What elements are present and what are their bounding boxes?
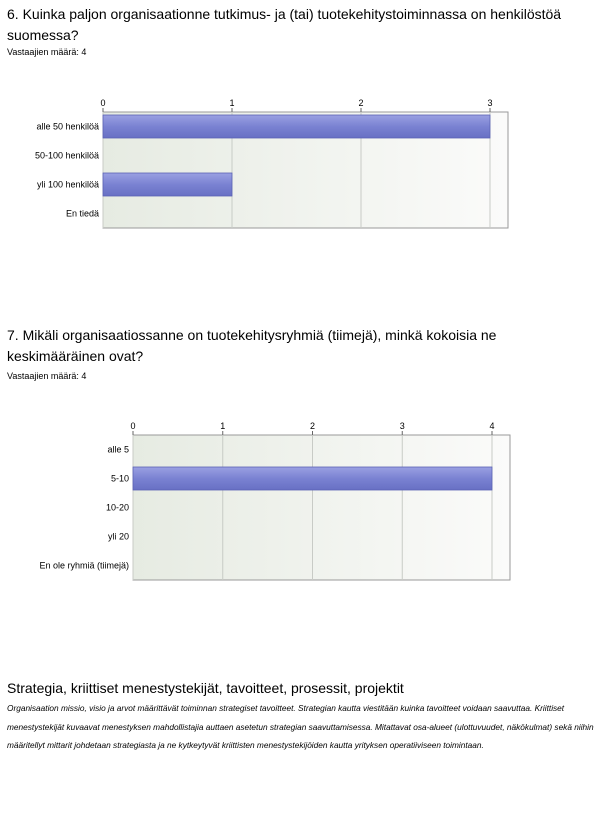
x-tick-label: 0: [130, 421, 136, 431]
x-tick-label: 3: [399, 421, 405, 431]
x-tick-label: 3: [487, 98, 493, 108]
section-description: Organisaation missio, visio ja arvot määrittävät toiminnan strategiset tavoitteet. Strategian kautta viestitään kuinka tavoitteet voidaan saavuttaa. Kriittiset menestystekijät kuvaavat menestyksen mahdollistajia auttaen asetetun strategian saavuttamisessa. Mitattavat osa-alueet (ulottuvuudet, näkökulmat) sekä niihin määritellyt mittarit johdetaan strategiasta ja ne kytkeytyvät kriittisten menestystekijöiden kautta yrityksen operatiiviseen toimintaan.: [7, 703, 594, 751]
question-6-respondent-count: Vastaajien määrä: 4: [7, 47, 87, 57]
category-label: En ole ryhmiä (tiimejä): [39, 560, 129, 571]
question-6-title: 6. Kuinka paljon organisaationne tutkimus- ja (tai) tuotekehitystoiminnassa on henkilöstöä suomessa?: [7, 6, 562, 43]
x-tick-label: 4: [489, 421, 495, 431]
bar: [133, 467, 492, 490]
category-label: 50-100 henkilöä: [34, 150, 99, 161]
x-tick-label: 2: [358, 98, 364, 108]
x-tick-label: 1: [220, 421, 226, 431]
question-6-bar-chart: [0, 90, 605, 240]
category-label: alle 50 henkilöä: [36, 121, 99, 132]
x-tick-label: 2: [309, 421, 316, 431]
category-label: yli 20: [107, 531, 129, 542]
category-label: 10-20: [105, 502, 129, 513]
question-7-bar-chart: [0, 415, 605, 590]
category-label: En tiedä: [65, 208, 99, 219]
category-label: alle 5: [107, 444, 129, 455]
bar: [103, 173, 232, 196]
x-tick-label: 1: [229, 98, 235, 108]
category-label: 5-10: [110, 473, 129, 484]
section-title: Strategia, kriittiset menestystekijät, tavoitteet, prosessit, projektit: [7, 680, 404, 696]
question-7-respondent-count: Vastaajien määrä: 4: [7, 371, 87, 381]
question-7-title: 7. Mikäli organisaatiossanne on tuotekehitysryhmiä (tiimejä), minkä kokoisia ne keskimääräinen ovat?: [7, 327, 497, 364]
x-tick-label: 0: [100, 98, 106, 108]
bar: [103, 115, 490, 138]
category-label: yli 100 henkilöä: [36, 179, 99, 190]
plot-area: [133, 435, 510, 580]
